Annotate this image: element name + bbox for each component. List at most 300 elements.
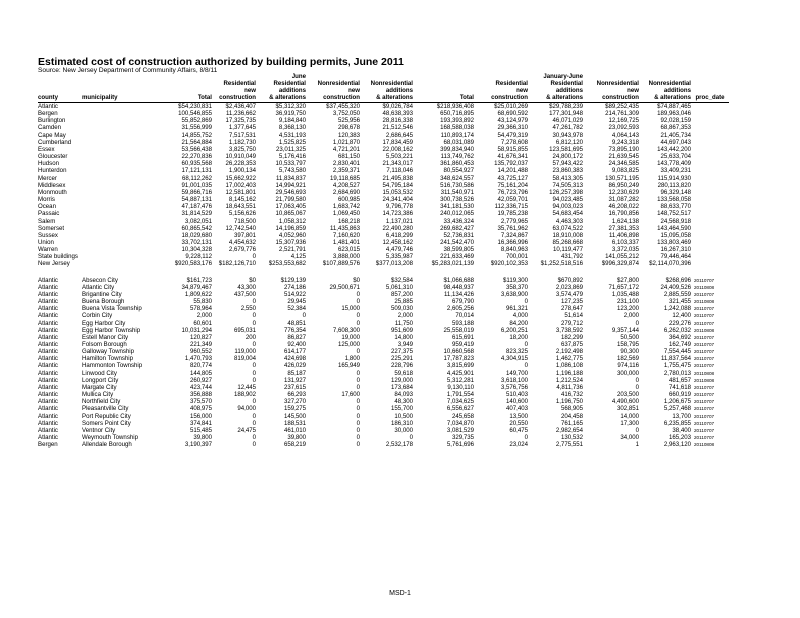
value-cell: 143,442,200: [657, 145, 691, 153]
value-cell: 2,023,869: [555, 283, 583, 291]
value-cell: 10,304,328: [181, 246, 212, 254]
value-cell: 130,532: [560, 434, 583, 442]
value-cell: 679,790: [451, 298, 474, 306]
value-cell: 660,919: [668, 391, 691, 399]
value-cell: 60,601: [193, 319, 212, 327]
value-cell: 227,375: [390, 348, 413, 356]
proc-date-cell: 20110808: [694, 377, 715, 383]
value-cell: 47,261,782: [552, 124, 583, 132]
value-cell: 4,064,143: [611, 131, 639, 139]
municipality-cell: Weymouth Township: [82, 434, 139, 442]
value-cell: 0: [252, 434, 256, 442]
value-cell: 55,830: [193, 298, 212, 306]
value-cell: 24,800,172: [552, 153, 583, 161]
municipality-cell: Linwood City: [82, 369, 117, 377]
value-cell: 8,145,162: [228, 196, 256, 204]
county-cell: Atlantic: [38, 326, 58, 334]
value-cell: 0: [356, 376, 360, 384]
table-row: [38, 391, 729, 398]
county-cell: Atlantic: [38, 276, 58, 284]
table-row: [38, 305, 729, 312]
value-cell: 424,698: [283, 355, 306, 363]
col-res-new-h1-ytd: Residential: [495, 80, 528, 87]
value-cell: 407,403: [505, 405, 528, 413]
value-cell: 129,000: [390, 376, 413, 384]
value-cell: 15,662,922: [225, 174, 256, 182]
value-cell: 0: [524, 341, 528, 348]
value-cell: 8,840,963: [500, 246, 528, 254]
county-cell: Atlantic: [38, 319, 58, 327]
value-cell: 48,638,393: [382, 110, 413, 118]
value-cell: 59,618: [394, 369, 413, 377]
value-cell: 614,177: [283, 348, 306, 356]
value-cell: 0: [635, 426, 639, 434]
county-cell: Burlington: [38, 117, 66, 125]
value-cell: 525,956: [337, 117, 360, 125]
proc-date-cell: [691, 225, 729, 232]
proc-date-cell: [691, 139, 729, 146]
value-cell: 2,686,645: [385, 131, 413, 139]
county-cell: Bergen: [38, 110, 58, 118]
table-row: [38, 298, 729, 305]
value-cell: 54,887,131: [181, 196, 212, 204]
value-cell: 85,187: [287, 369, 306, 377]
county-cell: Middlesex: [38, 181, 66, 189]
value-cell: 245,658: [451, 412, 474, 420]
value-cell: 374,841: [189, 419, 212, 427]
proc-date-cell: [691, 253, 729, 260]
table-row: [38, 384, 729, 391]
value-cell: 959,419: [451, 341, 474, 348]
value-cell: 974,116: [617, 362, 639, 370]
col-res-new-h2-ytd: new: [516, 87, 528, 94]
value-cell: 1,481,401: [332, 238, 360, 246]
table-row: [38, 203, 729, 210]
value-cell: 0: [252, 376, 256, 384]
value-cell: 58,413,305: [552, 174, 583, 182]
municipality-cell: Egg Harbor City: [82, 319, 126, 327]
value-cell: 92,028,159: [660, 117, 691, 125]
value-cell: 126,257,398: [549, 188, 583, 196]
value-cell: 17,600: [341, 391, 360, 399]
value-cell: 7,554,445: [663, 348, 691, 356]
col-county-header: county: [38, 94, 82, 103]
value-cell: 3,638,900: [500, 290, 528, 298]
municipality-cell: Ventnor City: [82, 426, 116, 434]
value-cell: 74,505,313: [552, 181, 583, 189]
value-cell: 341,181,530: [440, 203, 474, 211]
county-cell: Atlantic: [38, 341, 58, 348]
proc-date-cell: 20110707: [694, 420, 715, 426]
value-cell: 73,895,190: [608, 145, 639, 153]
table-row: [38, 420, 729, 427]
value-cell: $268,696: [665, 276, 691, 284]
value-cell: 182,569: [616, 355, 639, 363]
value-cell: 348,624,557: [440, 174, 474, 182]
county-cell: State buildings: [38, 253, 78, 261]
value-cell: 3,949: [397, 341, 413, 348]
proc-date-cell: [691, 239, 729, 246]
value-cell: 12,400: [672, 312, 691, 320]
municipality-cell: [82, 225, 160, 232]
value-cell: 44,697,043: [660, 138, 691, 146]
county-cell: Atlantic: [38, 426, 58, 434]
value-cell: 9,796,778: [385, 203, 413, 211]
header-row-4: [38, 94, 729, 103]
municipality-cell: [82, 189, 160, 196]
value-cell: 0: [356, 419, 360, 427]
page-footer: MSD-1: [389, 590, 411, 597]
value-cell: $996,329,874: [601, 260, 639, 268]
value-cell: 123,200: [616, 305, 639, 313]
value-cell: 17,300: [620, 419, 639, 427]
value-cell: 819,004: [233, 355, 256, 363]
value-cell: 0: [635, 319, 639, 327]
proc-date-cell: 20110707: [694, 406, 715, 412]
county-cell: Atlantic: [38, 405, 58, 413]
value-cell: 80,554,927: [443, 167, 474, 175]
value-cell: 23,860,383: [552, 167, 583, 175]
proc-date-cell: [691, 196, 729, 203]
value-cell: 1,035,488: [611, 290, 639, 298]
value-cell: 960,552: [189, 348, 212, 356]
value-cell: $670,892: [557, 276, 583, 284]
value-cell: 98,448,937: [443, 283, 474, 291]
value-cell: 2,000: [196, 312, 212, 320]
value-cell: 2,830,401: [332, 160, 360, 168]
value-cell: 578,964: [189, 305, 212, 313]
value-cell: 60,475: [509, 426, 528, 434]
value-cell: 3,888,000: [332, 253, 360, 261]
county-cell: Atlantic: [38, 369, 58, 377]
value-cell: 3,815,699: [446, 362, 474, 370]
value-cell: 41,676,341: [497, 153, 528, 161]
proc-date-cell: 20110707: [694, 313, 715, 319]
value-cell: 19,785,238: [497, 210, 528, 218]
table-row: [38, 196, 729, 203]
value-cell: $25,010,269: [494, 103, 528, 110]
value-cell: $5,283,021,139: [431, 260, 474, 268]
col-non-add-h1-ytd: Nonresidential: [648, 80, 691, 87]
value-cell: 1,182,730: [228, 138, 256, 146]
value-cell: 51,614: [564, 312, 583, 320]
value-cell: 20,550: [509, 419, 528, 427]
value-cell: 5,156,626: [228, 210, 256, 218]
value-cell: 408,975: [189, 405, 212, 413]
value-cell: 17,325,735: [225, 117, 256, 125]
municipality-cell: Mullica City: [82, 391, 114, 399]
proc-date-cell: [691, 260, 729, 267]
table-row: [38, 348, 729, 355]
proc-date-cell: 20110707: [694, 427, 715, 433]
value-cell: 358,370: [505, 283, 528, 291]
value-cell: 0: [356, 312, 360, 320]
value-cell: 1,058,312: [278, 217, 306, 225]
proc-date-cell: 20110707: [694, 356, 715, 362]
value-cell: 3,574,479: [555, 290, 583, 298]
value-cell: 776,354: [283, 326, 306, 334]
table-row: [38, 405, 729, 412]
value-cell: 18,029,680: [181, 231, 212, 239]
value-cell: 14,201,488: [497, 167, 528, 175]
county-cell: Atlantic: [38, 355, 58, 363]
value-cell: 1,021,870: [332, 138, 360, 146]
value-cell: 25,558,019: [443, 326, 474, 334]
municipality-cell: [82, 139, 160, 146]
value-cell: 5,312,281: [446, 376, 474, 384]
municipality-cell: Egg Harbor Township: [82, 326, 141, 334]
municipality-cell: Somers Point City: [82, 419, 131, 427]
value-cell: 21,512,546: [382, 124, 413, 132]
table-row: [38, 246, 729, 253]
value-cell: 193,393,892: [440, 117, 474, 125]
value-cell: 110,893,174: [440, 131, 474, 139]
value-cell: 0: [524, 298, 528, 306]
value-cell: 168,218: [337, 217, 360, 225]
value-cell: 951,609: [390, 326, 413, 334]
county-cell: Warren: [38, 246, 58, 254]
value-cell: 165,203: [668, 434, 691, 442]
value-cell: 10,910,049: [225, 153, 256, 161]
value-cell: 4,208,527: [332, 181, 360, 189]
value-cell: 10,533,797: [275, 160, 306, 168]
col-non-new-h1: Nonresidential: [317, 80, 360, 87]
municipality-cell: [82, 218, 160, 225]
value-cell: 18,910,008: [552, 231, 583, 239]
value-cell: 426,029: [283, 362, 306, 370]
value-cell: 1,525,825: [278, 138, 306, 146]
col-res-new-h3: construction: [212, 94, 256, 103]
value-cell: 113,749,762: [440, 153, 474, 161]
value-cell: 33,436,324: [443, 217, 474, 225]
value-cell: 5,176,416: [278, 153, 306, 161]
value-cell: 25,633,704: [660, 153, 691, 161]
value-cell: 329,735: [451, 434, 474, 442]
col-non-add-h2-ytd: additions: [663, 87, 691, 94]
value-cell: 0: [252, 398, 256, 406]
col-non-add-h2: additions: [385, 87, 413, 94]
value-cell: 14,855,752: [181, 131, 212, 139]
county-summary-rows: [38, 103, 729, 268]
value-cell: 600,985: [337, 196, 360, 204]
municipality-cell: Galloway Township: [82, 348, 135, 356]
county-cell: Gloucester: [38, 153, 68, 161]
municipality-cell: [82, 260, 160, 267]
section-gap: [38, 268, 729, 277]
value-cell: 159,275: [283, 405, 306, 413]
value-cell: 5,335,987: [385, 253, 413, 261]
value-cell: 2,775,551: [555, 441, 583, 449]
value-cell: 39,800: [287, 434, 306, 442]
value-cell: 24,475: [237, 426, 256, 434]
value-cell: 509,030: [390, 305, 413, 313]
value-cell: 10,031,294: [181, 326, 212, 334]
value-cell: 0: [356, 348, 360, 356]
value-cell: 39,800: [193, 434, 212, 442]
table-row: [38, 327, 729, 334]
value-cell: 2,963,120: [663, 441, 691, 449]
value-cell: $119,300: [503, 276, 528, 284]
value-cell: 4,463,303: [555, 217, 583, 225]
value-cell: 100,546,855: [178, 110, 212, 118]
value-cell: $0: [353, 276, 360, 284]
value-cell: 177,301,948: [549, 110, 583, 118]
value-cell: 10,500: [394, 412, 413, 420]
value-cell: 431,792: [560, 253, 583, 261]
value-cell: 112,336,715: [494, 203, 528, 211]
value-cell: 0: [356, 434, 360, 442]
value-cell: 57,943,422: [552, 160, 583, 168]
value-cell: 127,235: [560, 298, 583, 306]
value-cell: 399,834,940: [440, 145, 474, 153]
value-cell: 70,014: [455, 312, 474, 320]
value-cell: 857,200: [390, 290, 413, 298]
table-row: [38, 260, 729, 267]
value-cell: 0: [356, 383, 360, 391]
value-cell: 10,660,568: [443, 348, 474, 356]
value-cell: 17,063,405: [275, 203, 306, 211]
table-row: [38, 312, 729, 319]
value-cell: 2,679,776: [228, 246, 256, 254]
value-cell: 19,118,685: [329, 174, 360, 182]
value-cell: 12,230,629: [608, 188, 639, 196]
value-cell: 55,852,869: [181, 117, 212, 125]
county-cell: Morris: [38, 196, 55, 204]
value-cell: 7,034,870: [446, 419, 474, 427]
value-cell: 1,196,750: [555, 398, 583, 406]
proc-date-cell: [691, 117, 729, 124]
value-cell: 568,905: [560, 405, 583, 413]
value-cell: 10,865,067: [275, 210, 306, 218]
municipality-cell: [82, 232, 160, 239]
value-cell: 361,860,453: [440, 160, 474, 168]
col-res-new-h3-ytd: construction: [474, 94, 528, 103]
col-municipality-header: municipality: [82, 94, 160, 103]
value-cell: 21,343,017: [382, 160, 413, 168]
proc-date-cell: 20110808: [694, 370, 715, 376]
value-cell: 54,683,454: [552, 210, 583, 218]
value-cell: $920,583,176: [174, 260, 212, 268]
county-cell: Camden: [38, 124, 62, 132]
value-cell: 3,825,750: [228, 145, 256, 153]
table-row: [38, 139, 729, 146]
value-cell: 120,383: [337, 131, 360, 139]
value-cell: 0: [252, 369, 256, 377]
value-cell: 53,566,438: [181, 145, 212, 153]
col-res-add-h3-ytd: & alterations: [528, 94, 583, 103]
value-cell: 24,409,526: [660, 283, 691, 291]
value-cell: 9,243,318: [611, 138, 639, 146]
value-cell: 84,093: [394, 391, 413, 399]
table-row: [38, 434, 729, 441]
value-cell: $1,066,688: [443, 276, 474, 284]
county-cell: Atlantic: [38, 348, 58, 356]
proc-date-cell: [691, 160, 729, 167]
value-cell: 364,692: [668, 333, 691, 341]
value-cell: 3,576,756: [500, 383, 528, 391]
county-cell: Atlantic: [38, 333, 58, 341]
col-total-header-ytd: Total: [413, 94, 474, 103]
value-cell: $218,936,408: [436, 103, 474, 110]
municipality-cell: [82, 210, 160, 217]
table-row: [38, 182, 729, 189]
value-cell: 0: [252, 341, 256, 348]
table-row: [38, 320, 729, 327]
value-cell: 4,721,201: [332, 145, 360, 153]
value-cell: 237,615: [283, 383, 306, 391]
table-row: [38, 377, 729, 384]
value-cell: 8,368,130: [278, 124, 306, 132]
value-cell: 0: [356, 398, 360, 406]
value-cell: 12,581,801: [225, 188, 256, 196]
value-cell: 28,816,338: [382, 117, 413, 125]
value-cell: 173,684: [390, 383, 413, 391]
value-cell: 3,081,529: [446, 426, 474, 434]
value-cell: 5,061,310: [385, 283, 413, 291]
value-cell: 269,682,427: [440, 224, 474, 232]
proc-date-cell: [691, 146, 729, 153]
table-row: [38, 117, 729, 124]
value-cell: 327,270: [283, 398, 306, 406]
value-cell: 225,291: [390, 355, 413, 363]
value-cell: 59,866,716: [181, 188, 212, 196]
value-cell: 1,242,088: [663, 305, 691, 313]
proc-date-cell: 20110707: [694, 306, 715, 312]
value-cell: 156,000: [189, 412, 212, 420]
value-cell: 6,418,299: [385, 231, 413, 239]
county-cell: Atlantic: [38, 305, 58, 313]
proc-date-cell: [691, 189, 729, 196]
value-cell: 12,742,540: [225, 224, 256, 232]
value-cell: 4,490,600: [611, 398, 639, 406]
value-cell: 15,000: [341, 305, 360, 313]
value-cell: 514,922: [283, 290, 306, 298]
municipality-cell: Allendale Borough: [82, 441, 132, 449]
value-cell: 4,304,915: [500, 355, 528, 363]
value-cell: 86,827: [287, 333, 306, 341]
value-cell: 19,000: [341, 333, 360, 341]
value-cell: 14,723,386: [382, 210, 413, 218]
col-res-new-h1: Residential: [223, 80, 256, 87]
county-cell: Atlantic: [38, 376, 58, 384]
value-cell: 96,329,148: [660, 188, 691, 196]
proc-date-cell: [691, 132, 729, 139]
value-cell: 188,902: [233, 391, 256, 399]
table-row: [38, 124, 729, 131]
value-cell: 135,792,037: [494, 160, 528, 168]
value-cell: 5,761,696: [446, 441, 474, 449]
value-cell: 302,851: [616, 405, 639, 413]
col-non-new-h2: new: [348, 87, 360, 94]
value-cell: 68,690,592: [497, 110, 528, 118]
value-cell: 18,200: [509, 333, 528, 341]
value-cell: 1,791,554: [446, 391, 474, 399]
value-cell: 94,000: [237, 405, 256, 413]
table-row: [38, 153, 729, 160]
county-cell: Hudson: [38, 160, 60, 168]
value-cell: 86,950,249: [608, 181, 639, 189]
value-cell: 461,010: [283, 426, 306, 434]
value-cell: 26,228,353: [225, 160, 256, 168]
value-cell: 50,500: [620, 333, 639, 341]
municipality-cell: [82, 146, 160, 153]
value-cell: 17,787,823: [443, 355, 474, 363]
municipality-cell: Margate City: [82, 383, 117, 391]
value-cell: 11,236,662: [225, 110, 256, 118]
value-cell: 1,086,108: [555, 362, 583, 370]
value-cell: 3,372,035: [611, 246, 639, 254]
value-cell: 1,462,775: [555, 355, 583, 363]
